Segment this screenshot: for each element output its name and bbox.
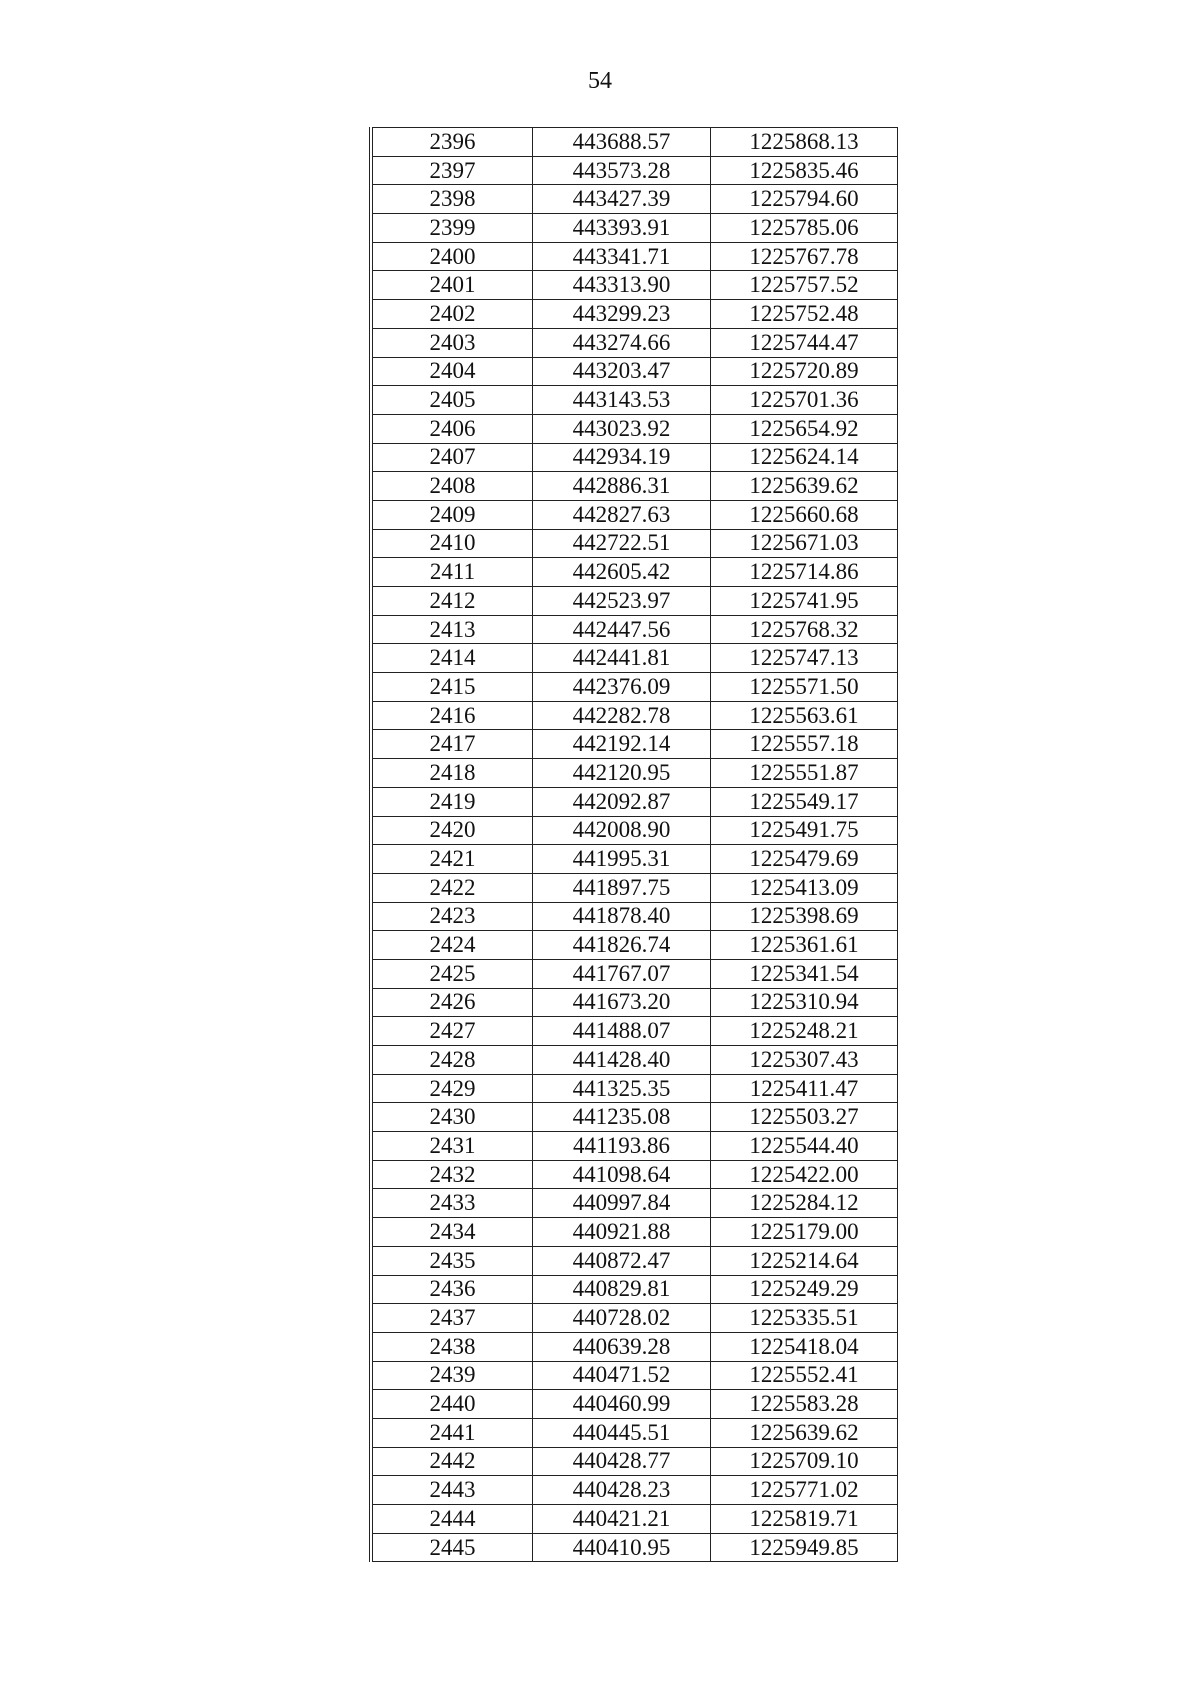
y-coordinate-cell: 1225503.27: [711, 1103, 898, 1132]
table-row: [371, 1275, 898, 1304]
point-number-cell: 2405: [371, 386, 533, 415]
table-row: [371, 214, 898, 243]
table-row: [371, 988, 898, 1017]
x-coordinate-cell: 440421.21: [533, 1505, 711, 1534]
point-number-cell: 2398: [371, 185, 533, 214]
y-coordinate-cell: 1225310.94: [711, 988, 898, 1017]
point-number-cell: 2404: [371, 357, 533, 386]
table-row: [371, 615, 898, 644]
y-coordinate-cell: 1225571.50: [711, 673, 898, 702]
point-number-cell: 2445: [371, 1533, 533, 1562]
x-coordinate-cell: 440921.88: [533, 1218, 711, 1247]
x-coordinate-cell: 443427.39: [533, 185, 711, 214]
point-number-cell: 2403: [371, 328, 533, 357]
y-coordinate-cell: 1225639.62: [711, 472, 898, 501]
x-coordinate-cell: 442092.87: [533, 787, 711, 816]
y-coordinate-cell: 1225398.69: [711, 902, 898, 931]
table-row: [371, 644, 898, 673]
y-coordinate-cell: 1225660.68: [711, 500, 898, 529]
table-row: [371, 558, 898, 587]
y-coordinate-cell: 1225720.89: [711, 357, 898, 386]
y-coordinate-cell: 1225768.32: [711, 615, 898, 644]
table-row: [371, 1332, 898, 1361]
y-coordinate-cell: 1225214.64: [711, 1246, 898, 1275]
table-row: [371, 730, 898, 759]
y-coordinate-cell: 1225563.61: [711, 701, 898, 730]
x-coordinate-cell: 442120.95: [533, 759, 711, 788]
table-row: [371, 816, 898, 845]
table-row: [371, 787, 898, 816]
point-number-cell: 2402: [371, 300, 533, 329]
table-row: [371, 1304, 898, 1333]
x-coordinate-cell: 442192.14: [533, 730, 711, 759]
point-number-cell: 2408: [371, 472, 533, 501]
x-coordinate-cell: 443688.57: [533, 128, 711, 157]
y-coordinate-cell: 1225771.02: [711, 1476, 898, 1505]
table-row: [371, 902, 898, 931]
table-row: [371, 386, 898, 415]
point-number-cell: 2432: [371, 1160, 533, 1189]
table-row: [371, 529, 898, 558]
point-number-cell: 2409: [371, 500, 533, 529]
point-number-cell: 2415: [371, 673, 533, 702]
x-coordinate-cell: 442008.90: [533, 816, 711, 845]
x-coordinate-cell: 442934.19: [533, 443, 711, 472]
table-row: [371, 1533, 898, 1562]
point-number-cell: 2417: [371, 730, 533, 759]
x-coordinate-cell: 443341.71: [533, 242, 711, 271]
table-row: [371, 271, 898, 300]
y-coordinate-cell: 1225307.43: [711, 1046, 898, 1075]
y-coordinate-cell: 1225361.61: [711, 931, 898, 960]
x-coordinate-cell: 443023.92: [533, 414, 711, 443]
y-coordinate-cell: 1225544.40: [711, 1132, 898, 1161]
table-row: [371, 185, 898, 214]
table-row: [371, 931, 898, 960]
y-coordinate-cell: 1225639.62: [711, 1418, 898, 1447]
table-row: [371, 472, 898, 501]
table-row: [371, 959, 898, 988]
x-coordinate-cell: 440445.51: [533, 1418, 711, 1447]
y-coordinate-cell: 1225714.86: [711, 558, 898, 587]
x-coordinate-cell: 440410.95: [533, 1533, 711, 1562]
y-coordinate-cell: 1225744.47: [711, 328, 898, 357]
table-row: [371, 1132, 898, 1161]
point-number-cell: 2399: [371, 214, 533, 243]
table-row: [371, 873, 898, 902]
point-number-cell: 2406: [371, 414, 533, 443]
x-coordinate-cell: 442886.31: [533, 472, 711, 501]
y-coordinate-cell: 1225179.00: [711, 1218, 898, 1247]
point-number-cell: 2407: [371, 443, 533, 472]
coordinate-table: [369, 127, 898, 1562]
table-row: [371, 587, 898, 616]
y-coordinate-cell: 1225752.48: [711, 300, 898, 329]
point-number-cell: 2439: [371, 1361, 533, 1390]
table-row: [371, 1447, 898, 1476]
table-row: [371, 1189, 898, 1218]
point-number-cell: 2429: [371, 1074, 533, 1103]
table-row: [371, 1246, 898, 1275]
table-row: [371, 1390, 898, 1419]
y-coordinate-cell: 1225757.52: [711, 271, 898, 300]
point-number-cell: 2423: [371, 902, 533, 931]
table-row: [371, 242, 898, 271]
table-row: [371, 1160, 898, 1189]
y-coordinate-cell: 1225411.47: [711, 1074, 898, 1103]
x-coordinate-cell: 440639.28: [533, 1332, 711, 1361]
point-number-cell: 2421: [371, 845, 533, 874]
x-coordinate-cell: 440428.77: [533, 1447, 711, 1476]
table-row: [371, 673, 898, 702]
y-coordinate-cell: 1225701.36: [711, 386, 898, 415]
point-number-cell: 2436: [371, 1275, 533, 1304]
point-number-cell: 2444: [371, 1505, 533, 1534]
table-row: [371, 500, 898, 529]
x-coordinate-cell: 442441.81: [533, 644, 711, 673]
y-coordinate-cell: 1225284.12: [711, 1189, 898, 1218]
y-coordinate-cell: 1225709.10: [711, 1447, 898, 1476]
point-number-cell: 2424: [371, 931, 533, 960]
point-number-cell: 2416: [371, 701, 533, 730]
y-coordinate-cell: 1225767.78: [711, 242, 898, 271]
x-coordinate-cell: 440997.84: [533, 1189, 711, 1218]
point-number-cell: 2414: [371, 644, 533, 673]
x-coordinate-cell: 441098.64: [533, 1160, 711, 1189]
table-row: [371, 1017, 898, 1046]
x-coordinate-cell: 443299.23: [533, 300, 711, 329]
x-coordinate-cell: 443274.66: [533, 328, 711, 357]
x-coordinate-cell: 441193.86: [533, 1132, 711, 1161]
x-coordinate-cell: 441325.35: [533, 1074, 711, 1103]
point-number-cell: 2426: [371, 988, 533, 1017]
x-coordinate-cell: 442376.09: [533, 673, 711, 702]
y-coordinate-cell: 1225741.95: [711, 587, 898, 616]
point-number-cell: 2410: [371, 529, 533, 558]
point-number-cell: 2437: [371, 1304, 533, 1333]
y-coordinate-cell: 1225819.71: [711, 1505, 898, 1534]
page-number: 54: [588, 68, 612, 94]
y-coordinate-cell: 1225949.85: [711, 1533, 898, 1562]
x-coordinate-cell: 440460.99: [533, 1390, 711, 1419]
point-number-cell: 2440: [371, 1390, 533, 1419]
y-coordinate-cell: 1225785.06: [711, 214, 898, 243]
table-row: [371, 443, 898, 472]
y-coordinate-cell: 1225422.00: [711, 1160, 898, 1189]
point-number-cell: 2442: [371, 1447, 533, 1476]
x-coordinate-cell: 442523.97: [533, 587, 711, 616]
x-coordinate-cell: 443143.53: [533, 386, 711, 415]
x-coordinate-cell: 441235.08: [533, 1103, 711, 1132]
y-coordinate-cell: 1225479.69: [711, 845, 898, 874]
point-number-cell: 2413: [371, 615, 533, 644]
point-number-cell: 2430: [371, 1103, 533, 1132]
point-number-cell: 2418: [371, 759, 533, 788]
y-coordinate-cell: 1225557.18: [711, 730, 898, 759]
y-coordinate-cell: 1225549.17: [711, 787, 898, 816]
x-coordinate-cell: 443573.28: [533, 156, 711, 185]
table-row: [371, 328, 898, 357]
y-coordinate-cell: 1225747.13: [711, 644, 898, 673]
point-number-cell: 2401: [371, 271, 533, 300]
table-row: [371, 845, 898, 874]
table-row: [371, 156, 898, 185]
y-coordinate-cell: 1225868.13: [711, 128, 898, 157]
x-coordinate-cell: 440471.52: [533, 1361, 711, 1390]
table-row: [371, 300, 898, 329]
point-number-cell: 2433: [371, 1189, 533, 1218]
x-coordinate-cell: 441897.75: [533, 873, 711, 902]
point-number-cell: 2434: [371, 1218, 533, 1247]
x-coordinate-cell: 441428.40: [533, 1046, 711, 1075]
y-coordinate-cell: 1225551.87: [711, 759, 898, 788]
y-coordinate-cell: 1225835.46: [711, 156, 898, 185]
point-number-cell: 2427: [371, 1017, 533, 1046]
table-row: [371, 1046, 898, 1075]
point-number-cell: 2420: [371, 816, 533, 845]
y-coordinate-cell: 1225794.60: [711, 185, 898, 214]
table-row: [371, 414, 898, 443]
y-coordinate-cell: 1225654.92: [711, 414, 898, 443]
y-coordinate-cell: 1225413.09: [711, 873, 898, 902]
table-row: [371, 1103, 898, 1132]
table-row: [371, 128, 898, 157]
table-row: [371, 1505, 898, 1534]
table-row: [371, 1418, 898, 1447]
table-row: [371, 1361, 898, 1390]
y-coordinate-cell: 1225491.75: [711, 816, 898, 845]
point-number-cell: 2438: [371, 1332, 533, 1361]
table-row: [371, 1074, 898, 1103]
y-coordinate-cell: 1225335.51: [711, 1304, 898, 1333]
x-coordinate-cell: 440728.02: [533, 1304, 711, 1333]
y-coordinate-cell: 1225671.03: [711, 529, 898, 558]
point-number-cell: 2443: [371, 1476, 533, 1505]
point-number-cell: 2396: [371, 128, 533, 157]
x-coordinate-cell: 442282.78: [533, 701, 711, 730]
x-coordinate-cell: 441995.31: [533, 845, 711, 874]
x-coordinate-cell: 441488.07: [533, 1017, 711, 1046]
y-coordinate-cell: 1225552.41: [711, 1361, 898, 1390]
point-number-cell: 2428: [371, 1046, 533, 1075]
x-coordinate-cell: 443203.47: [533, 357, 711, 386]
y-coordinate-cell: 1225341.54: [711, 959, 898, 988]
point-number-cell: 2431: [371, 1132, 533, 1161]
point-number-cell: 2411: [371, 558, 533, 587]
coordinate-table-body: [371, 128, 898, 1562]
table-row: [371, 1476, 898, 1505]
table-row: [371, 1218, 898, 1247]
table-row: [371, 759, 898, 788]
x-coordinate-cell: 441673.20: [533, 988, 711, 1017]
x-coordinate-cell: 442722.51: [533, 529, 711, 558]
x-coordinate-cell: 440428.23: [533, 1476, 711, 1505]
y-coordinate-cell: 1225624.14: [711, 443, 898, 472]
x-coordinate-cell: 443393.91: [533, 214, 711, 243]
x-coordinate-cell: 443313.90: [533, 271, 711, 300]
point-number-cell: 2397: [371, 156, 533, 185]
y-coordinate-cell: 1225248.21: [711, 1017, 898, 1046]
x-coordinate-cell: 440872.47: [533, 1246, 711, 1275]
x-coordinate-cell: 442447.56: [533, 615, 711, 644]
x-coordinate-cell: 441878.40: [533, 902, 711, 931]
x-coordinate-cell: 442827.63: [533, 500, 711, 529]
point-number-cell: 2412: [371, 587, 533, 616]
y-coordinate-cell: 1225249.29: [711, 1275, 898, 1304]
y-coordinate-cell: 1225583.28: [711, 1390, 898, 1419]
point-number-cell: 2441: [371, 1418, 533, 1447]
point-number-cell: 2400: [371, 242, 533, 271]
x-coordinate-cell: 441767.07: [533, 959, 711, 988]
x-coordinate-cell: 441826.74: [533, 931, 711, 960]
point-number-cell: 2422: [371, 873, 533, 902]
x-coordinate-cell: 440829.81: [533, 1275, 711, 1304]
point-number-cell: 2425: [371, 959, 533, 988]
x-coordinate-cell: 442605.42: [533, 558, 711, 587]
point-number-cell: 2435: [371, 1246, 533, 1275]
point-number-cell: 2419: [371, 787, 533, 816]
y-coordinate-cell: 1225418.04: [711, 1332, 898, 1361]
table-row: [371, 357, 898, 386]
table-row: [371, 701, 898, 730]
